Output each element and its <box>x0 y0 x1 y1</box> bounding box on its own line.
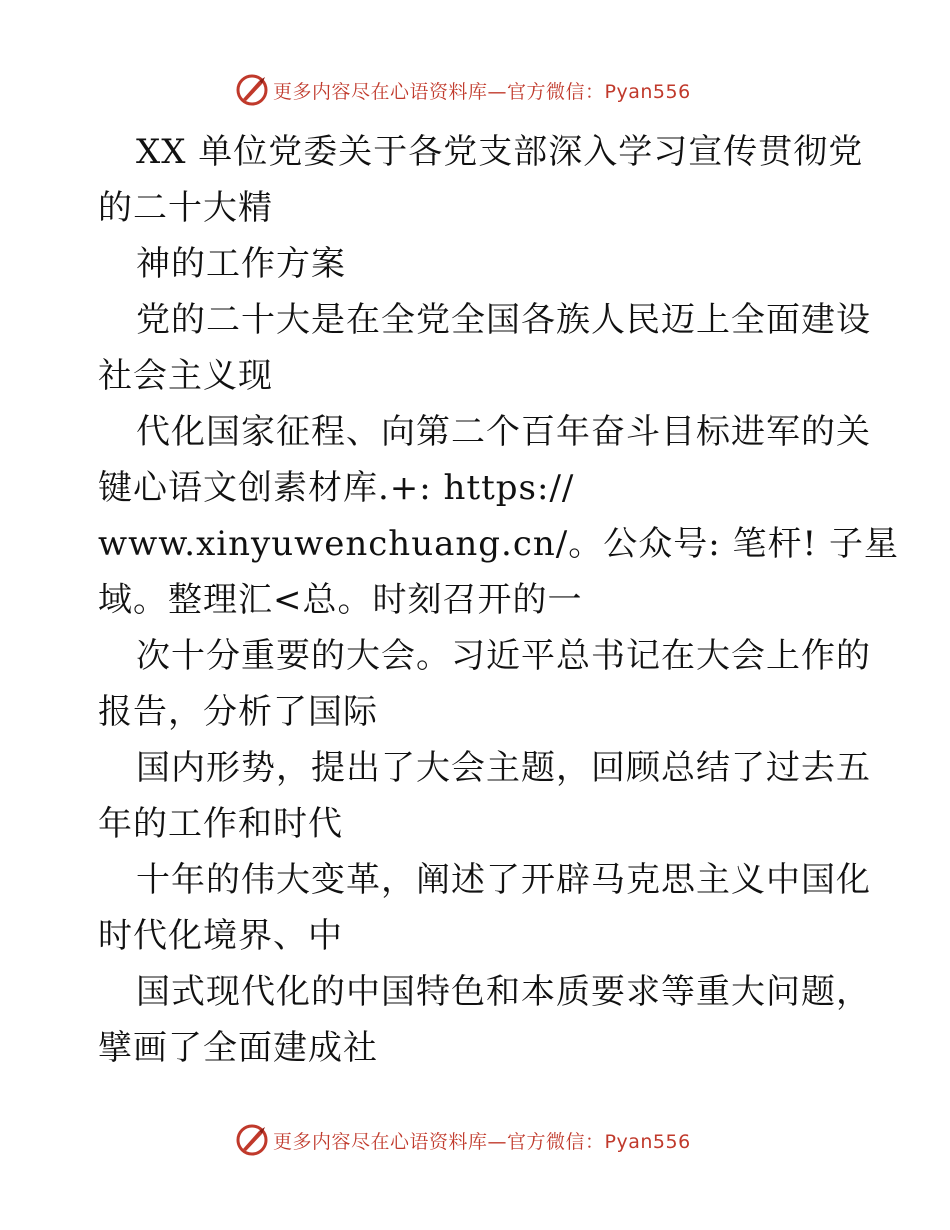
body-line: 次十分重要的大会。习近平总书记在大会上作的 <box>136 636 871 676</box>
quill-pen-logo-icon <box>235 73 269 107</box>
body-line: 十年的伟大变革，阐述了开辟马克思主义中国化 <box>136 860 871 900</box>
body-line: 年的工作和时代 <box>98 804 343 844</box>
body-line: 社会主义现 <box>98 356 273 396</box>
body-line: 代化国家征程、向第二个百年奋斗目标进军的关 <box>136 412 871 452</box>
body-line: 国式现代化的中国特色和本质要求等重大问题， <box>136 972 871 1012</box>
body-line: 时代化境界、中 <box>98 916 343 956</box>
body-line: 键心语文创素材库.+: https:// <box>98 468 575 508</box>
footer-banner <box>235 1122 691 1158</box>
document-body <box>98 124 899 1076</box>
footer-banner-text: 更多内容尽在心语资料库—官方微信：Pyan556 <box>273 1130 691 1153</box>
title-line-2: 的二十大精 <box>98 188 273 228</box>
body-line: 域。整理汇<总。时刻召开的一 <box>98 580 583 620</box>
body-line: 党的二十大是在全党全国各族人民迈上全面建设 <box>136 300 871 340</box>
header-banner-text: 更多内容尽在心语资料库—官方微信：Pyan556 <box>273 80 691 103</box>
quill-pen-logo-icon <box>235 1123 269 1157</box>
title-line-3: 神的工作方案 <box>136 244 346 284</box>
body-line: 擘画了全面建成社 <box>98 1028 378 1068</box>
body-line: www.xinyuwenchuang.cn/。公众号: 笔杆! 子星 <box>98 524 899 564</box>
body-line: 国内形势，提出了大会主题，回顾总结了过去五 <box>136 748 871 788</box>
header-banner <box>235 72 691 108</box>
title-line-1: XX 单位党委关于各党支部深入学习宣传贯彻党 <box>136 132 864 172</box>
body-line: 报告，分析了国际 <box>98 692 378 732</box>
